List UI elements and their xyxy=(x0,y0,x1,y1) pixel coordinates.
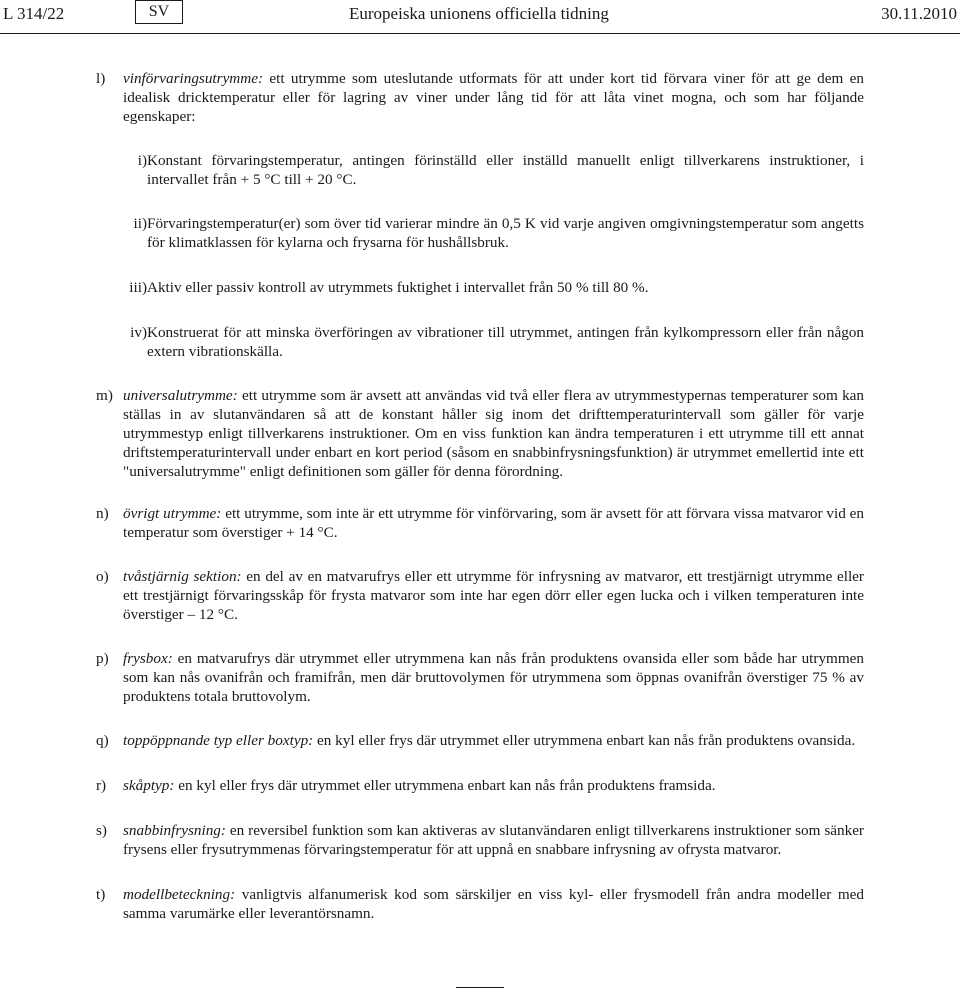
item-letter: l) xyxy=(96,70,106,87)
definition-text: en kyl eller frys där utrymmet eller utrymmena enbart kan nås från produktens ovansida. xyxy=(317,732,856,749)
sub-item-i xyxy=(121,151,864,189)
definition-n xyxy=(96,504,864,542)
definition-text: en kyl eller frys där utrymmet eller utrymmena enbart kan nås från produktens framsida. xyxy=(178,777,716,794)
defined-term: modellbeteckning: xyxy=(123,886,236,903)
item-letter: p) xyxy=(96,650,109,667)
sub-item-number: i) xyxy=(137,152,147,169)
defined-term: skåptyp: xyxy=(123,777,175,794)
item-letter: q) xyxy=(96,732,109,749)
journal-title: Europeiska unionens officiella tidning xyxy=(349,4,609,23)
publication-date: 30.11.2010 xyxy=(881,4,957,23)
item-letter: n) xyxy=(96,505,109,522)
definition-q xyxy=(96,731,864,750)
definition-l xyxy=(96,69,864,126)
sub-item-number: iv) xyxy=(130,324,147,341)
defined-term: vinförvaringsutrymme: xyxy=(123,70,264,87)
definition-s xyxy=(96,821,864,859)
sub-item-number: ii) xyxy=(133,215,147,232)
defined-term: frysbox: xyxy=(123,650,173,667)
defined-term: toppöppnande typ eller boxtyp: xyxy=(123,732,314,749)
definition-r xyxy=(96,776,864,795)
definition-m xyxy=(96,386,864,481)
defined-term: tvåstjärnig sektion: xyxy=(123,568,242,585)
sub-item-text: Aktiv eller passiv kontroll av utrymmets fuktighet i intervallet från 50 % till 80 %. xyxy=(147,279,649,296)
sub-item-iii xyxy=(121,278,864,297)
page-reference: L 314/22 xyxy=(3,4,65,23)
sub-item-text: Konstruerat för att minska överföringen av vibrationer till utrymmet, antingen från kylkompressorn eller från någon extern vibrationskälla. xyxy=(147,324,864,360)
definition-text: ett utrymme som uteslutande utformats för att under kort tid förvara viner för att ge dem en idealisk dricktemperatur eller för lagring av viner under lång tid för att låta vinet mogna, och som har följande egenskaper: xyxy=(123,70,864,125)
definition-text: vanligtvis alfanumerisk kod som särskiljer en viss kyl- eller frysmodell från andra modeller med samma varumärke eller leverantörsnamn. xyxy=(123,886,865,922)
sub-item-text: Förvaringstemperatur(er) som över tid varierar mindre än 0,5 K vid varje angiven omgivningstemperatur som angetts för klimatklassen för kylarna och frysarna för hushållsbruk. xyxy=(147,215,864,251)
sub-item-ii xyxy=(121,214,864,252)
sub-item-iv xyxy=(121,323,864,361)
defined-term: snabbinfrysning: xyxy=(123,822,226,839)
definition-text: ett utrymme som är avsett att användas vid två eller flera av utrymmestypernas temperaturer som kan ställas in av slutanvändaren så att de konstant håller sig inom det drifttemperaturintervall som gäller för varje utrymmestyp enligt tillverkarens instruktioner. Om en viss funktion kan ändra temperaturen i ett utrymme till ett annat driftstemperaturintervall under enbart en kort period (såsom en snabbinfrysningsfunktion) är utrymmet emellertid inte ett "universalutrymme" enligt definitionen som gäller för denna förordning. xyxy=(123,387,864,480)
definition-text: en reversibel funktion som kan aktiveras av slutanvändaren enligt tillverkarens instruktioner som sänker frysens eller frysutrymmenas förvaringstemperatur för att uppnå en snabbare infrysning av ofrysta matvaror. xyxy=(123,822,864,858)
header-divider xyxy=(0,33,960,34)
sub-item-number: iii) xyxy=(129,279,147,296)
sub-item-text: Konstant förvaringstemperatur, antingen förinställd eller inställd manuellt enligt tillverkarens instruktioner, i intervallet från + 5 °C till + 20 °C. xyxy=(147,152,864,188)
language-badge: SV xyxy=(135,0,183,24)
defined-term: universalutrymme: xyxy=(123,387,238,404)
defined-term: övrigt utrymme: xyxy=(123,505,222,522)
end-rule xyxy=(456,987,504,988)
definition-o xyxy=(96,567,864,624)
definition-p xyxy=(96,649,864,706)
definition-t xyxy=(96,885,864,923)
definition-text: ett utrymme, som inte är ett utrymme för vinförvaring, som är avsett för att förvara vissa matvaror vid en temperatur som överstiger + 14 °C. xyxy=(123,505,864,541)
item-letter: s) xyxy=(96,822,107,839)
item-letter: t) xyxy=(96,886,106,903)
page-header xyxy=(0,0,960,30)
item-letter: m) xyxy=(96,387,113,404)
definition-text: en matvarufrys där utrymmet eller utrymmena kan nås från produktens ovansida eller som både har utrymmen som kan nås ovanifrån och framifrån, men där bruttovolymen för utrymmena som öppnas ovanifrån överstiger 75 % av produktens totala bruttovolym. xyxy=(123,650,864,705)
item-letter: r) xyxy=(96,777,107,794)
definition-text: en del av en matvarufrys eller ett utrymme för infrysning av matvaror, ett trestjärnigt utrymme eller ett trestjärnigt förvaringsskåp för frysta matvaror som inte har egen dörr eller egen lucka och i vilken temperaturen inte överstiger – 12 °C. xyxy=(123,568,864,623)
item-letter: o) xyxy=(96,568,109,585)
